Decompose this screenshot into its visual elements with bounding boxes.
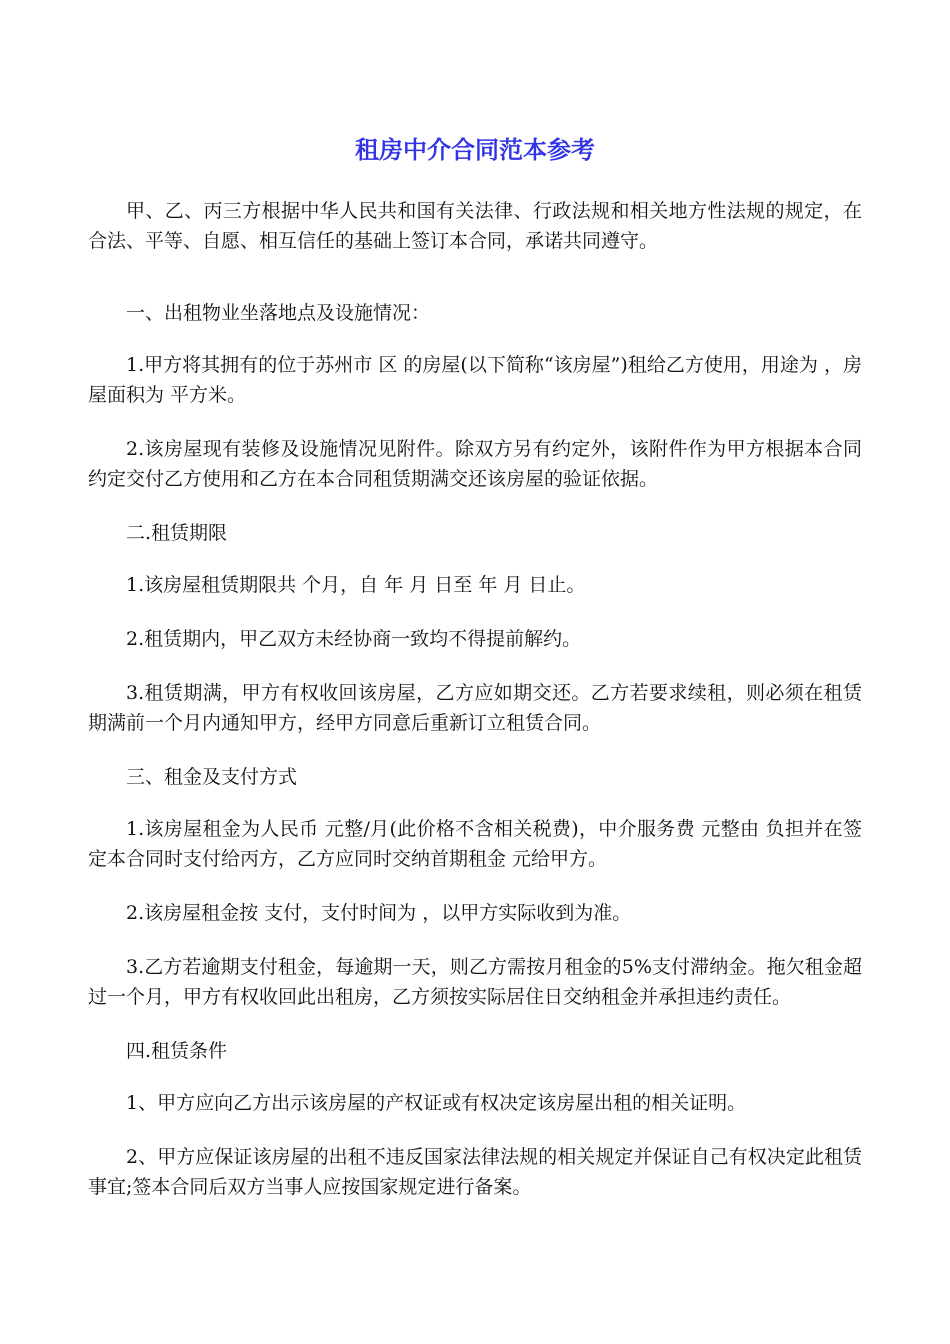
clause-3-2: 2.该房屋租金按 支付，支付时间为 ，以甲方实际收到为准。 [126, 902, 632, 924]
clause-3-1: 1.该房屋租金为人民币 元整/月(此价格不含相关税费)，中介服务费 元整由 负担并在签定本合同时支付给丙方，乙方应同时交纳首期租金 元给甲方。 [88, 818, 862, 870]
clause-3-3: 3.乙方若逾期支付租金，每逾期一天，则乙方需按月租金的5%支付滞纳金。拖欠租金超过一个月，甲方有权收回此出租房，乙方须按实际居住日交纳租金并承担违约责任。 [88, 956, 862, 1008]
document-title: 租房中介合同范本参考 [355, 136, 595, 164]
document-body [88, 196, 862, 1226]
clause-1-1: 1.甲方将其拥有的位于苏州市 区 的房屋(以下简称“该房屋”)租给乙方使用，用途为 ，房屋面积为 平方米。 [88, 354, 862, 406]
section-heading-2: 二.租赁期限 [126, 522, 228, 544]
clause-1-2: 2.该房屋现有装修及设施情况见附件。除双方另有约定外，该附件作为甲方根据本合同约定交付乙方使用和乙方在本合同租赁期满交还该房屋的验证依据。 [88, 438, 862, 490]
section-heading-4: 四.租赁条件 [126, 1040, 228, 1062]
clause-4-1: 1、甲方应向乙方出示该房屋的产权证或有权决定该房屋出租的相关证明。 [126, 1092, 747, 1114]
section-heading-3: 三、租金及支付方式 [126, 766, 298, 788]
clause-2-1: 1.该房屋租赁期限共 个月，自 年 月 日至 年 月 日止。 [126, 574, 586, 596]
clause-4-2: 2、甲方应保证该房屋的出租不违反国家法律法规的相关规定并保证自己有权决定此租赁事宜;签本合同后双方当事人应按国家规定进行备案。 [88, 1146, 862, 1198]
preamble-paragraph: 甲、乙、丙三方根据中华人民共和国有关法律、行政法规和相关地方性法规的规定，在合法、平等、自愿、相互信任的基础上签订本合同，承诺共同遵守。 [88, 200, 862, 252]
clause-2-2: 2.租赁期内，甲乙双方未经协商一致均不得提前解约。 [126, 628, 582, 650]
section-heading-1: 一、出租物业坐落地点及设施情况： [126, 302, 431, 324]
clause-2-3: 3.租赁期满，甲方有权收回该房屋，乙方应如期交还。乙方若要求续租，则必须在租赁期满前一个月内通知甲方，经甲方同意后重新订立租赁合同。 [88, 682, 862, 734]
